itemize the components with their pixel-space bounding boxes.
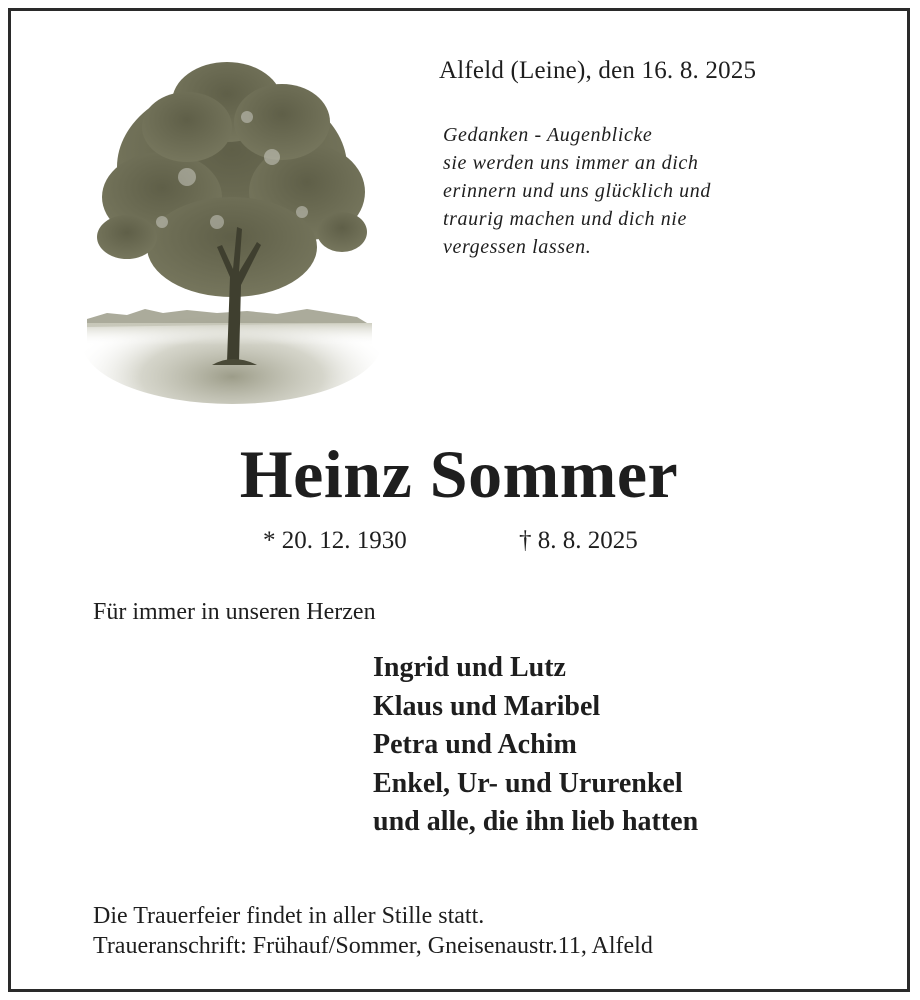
tree-image bbox=[67, 47, 387, 407]
death-date: † 8. 8. 2025 bbox=[519, 527, 638, 554]
place-date: Alfeld (Leine), den 16. 8. 2025 bbox=[439, 57, 757, 84]
obituary-notice bbox=[8, 8, 910, 992]
life-dates bbox=[263, 527, 638, 555]
ceremony-note: Die Trauerfeier findet in aller Stille statt. bbox=[93, 903, 485, 929]
birth-date: * 20. 12. 1930 bbox=[263, 527, 407, 554]
mourning-address: Traueranschrift: Frühauf/Sommer, Gneisenaustr.11, Alfeld bbox=[93, 933, 653, 959]
footer-info bbox=[93, 901, 653, 961]
mourners-list bbox=[373, 649, 698, 842]
poem bbox=[443, 121, 843, 261]
mourner-line: Petra und Achim bbox=[373, 729, 577, 760]
poem-line: sie werden uns immer an dich bbox=[443, 152, 699, 174]
poem-line: erinnern und uns glücklich und bbox=[443, 180, 711, 202]
poem-line: vergessen lassen. bbox=[443, 236, 592, 258]
mourner-line: Ingrid und Lutz bbox=[373, 652, 566, 683]
deceased-name: Heinz Sommer bbox=[239, 436, 679, 512]
mourner-line: Enkel, Ur- und Ururenkel bbox=[373, 767, 683, 799]
poem-line: Gedanken - Augenblicke bbox=[443, 124, 653, 146]
mourner-line: Klaus und Maribel bbox=[373, 690, 601, 722]
poem-line: traurig machen und dich nie bbox=[443, 208, 687, 230]
mourner-line: und alle, die ihn lieb hatten bbox=[373, 806, 699, 837]
farewell-line: Für immer in unseren Herzen bbox=[93, 599, 376, 625]
